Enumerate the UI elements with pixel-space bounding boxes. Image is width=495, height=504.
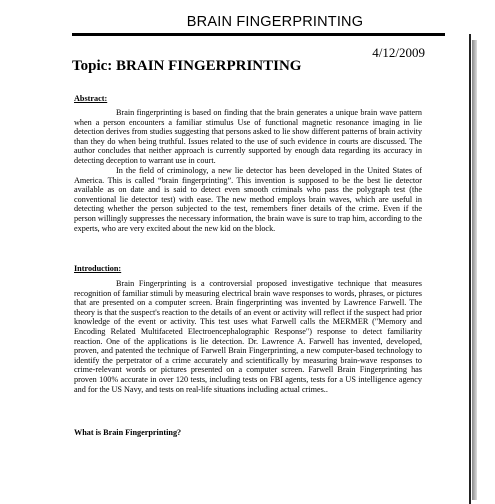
topic-title: Topic: BRAIN FINGERPRINTING	[72, 58, 302, 74]
abstract-heading: Abstract:	[74, 94, 108, 103]
document-date: 4/12/2009	[372, 45, 425, 60]
abstract-paragraph-2: In the field of criminology, a new lie detector has been developed in the United States of America. This is called “brain fingerprinting”. This invention is supposed to be the best lie detector available as on date and is said to detect even smooth criminals who pass the polygraph test (the conventional lie detector test) with ease. The new method employs brain waves, which are useful in detecting whether the person subjected to the test, remembers finer details of the crime. Even if the person willingly suppresses the necessary information, the brain wave is sure to trap him, according to the experts, who are very excited about the new kid on the block.	[74, 166, 422, 233]
abstract-paragraph-1: Brain fingerprinting is based on finding that the brain generates a unique brain wave pattern when a person encounters a familiar stimulus Use of functional magnetic resonance imaging in lie detection derives from studies suggesting that persons asked to lie show different patterns of brain activity than they do when being truthful. Issues related to the use of such evidence in courts are discussed. The author concludes that neither approach is currently supported by enough data regarding its accuracy in detecting deception to warrant use in court.	[74, 108, 422, 165]
introduction-paragraph: Brain Fingerprinting is a controversial proposed investigative technique that measures recognition of familiar stimuli by measuring electrical brain wave responses to words, phrases, or pictures that are presented on a computer screen. Brain fingerprinting was invented by Lawrence Farwell. The theory is that the suspect's reaction to the details of an event or activity will reflect if the suspect had prior knowledge of the event or activity. This test uses what Farwell calls the MERMER ("Memory and Encoding Related Multifaceted Electroencephalographic Response") response to detect familiarity reaction. One of the applications is lie detection. Dr. Lawrence A. Farwell has invented, developed, proven, and patented the technique of Farwell Brain Fingerprinting, a new computer-based technology to identify the perpetrator of a crime accurately and scientifically by measuring brain-wave responses to crime-relevant words or pictures presented on a computer screen. Farwell Brain Fingerprinting has proven 100% accurate in over 120 tests, including tests on FBI agents, tests for a US intelligence agency and for the US Navy, and tests on real-life situations including actual crimes..	[74, 279, 422, 394]
header-rule	[72, 33, 445, 36]
introduction-heading: Introduction:	[74, 264, 122, 273]
what-is-heading: What is Brain Fingerprinting?	[74, 428, 182, 437]
page-border-right	[469, 34, 471, 504]
header-title: BRAIN FINGERPRINTING	[186, 14, 364, 30]
page-shadow	[472, 40, 477, 500]
